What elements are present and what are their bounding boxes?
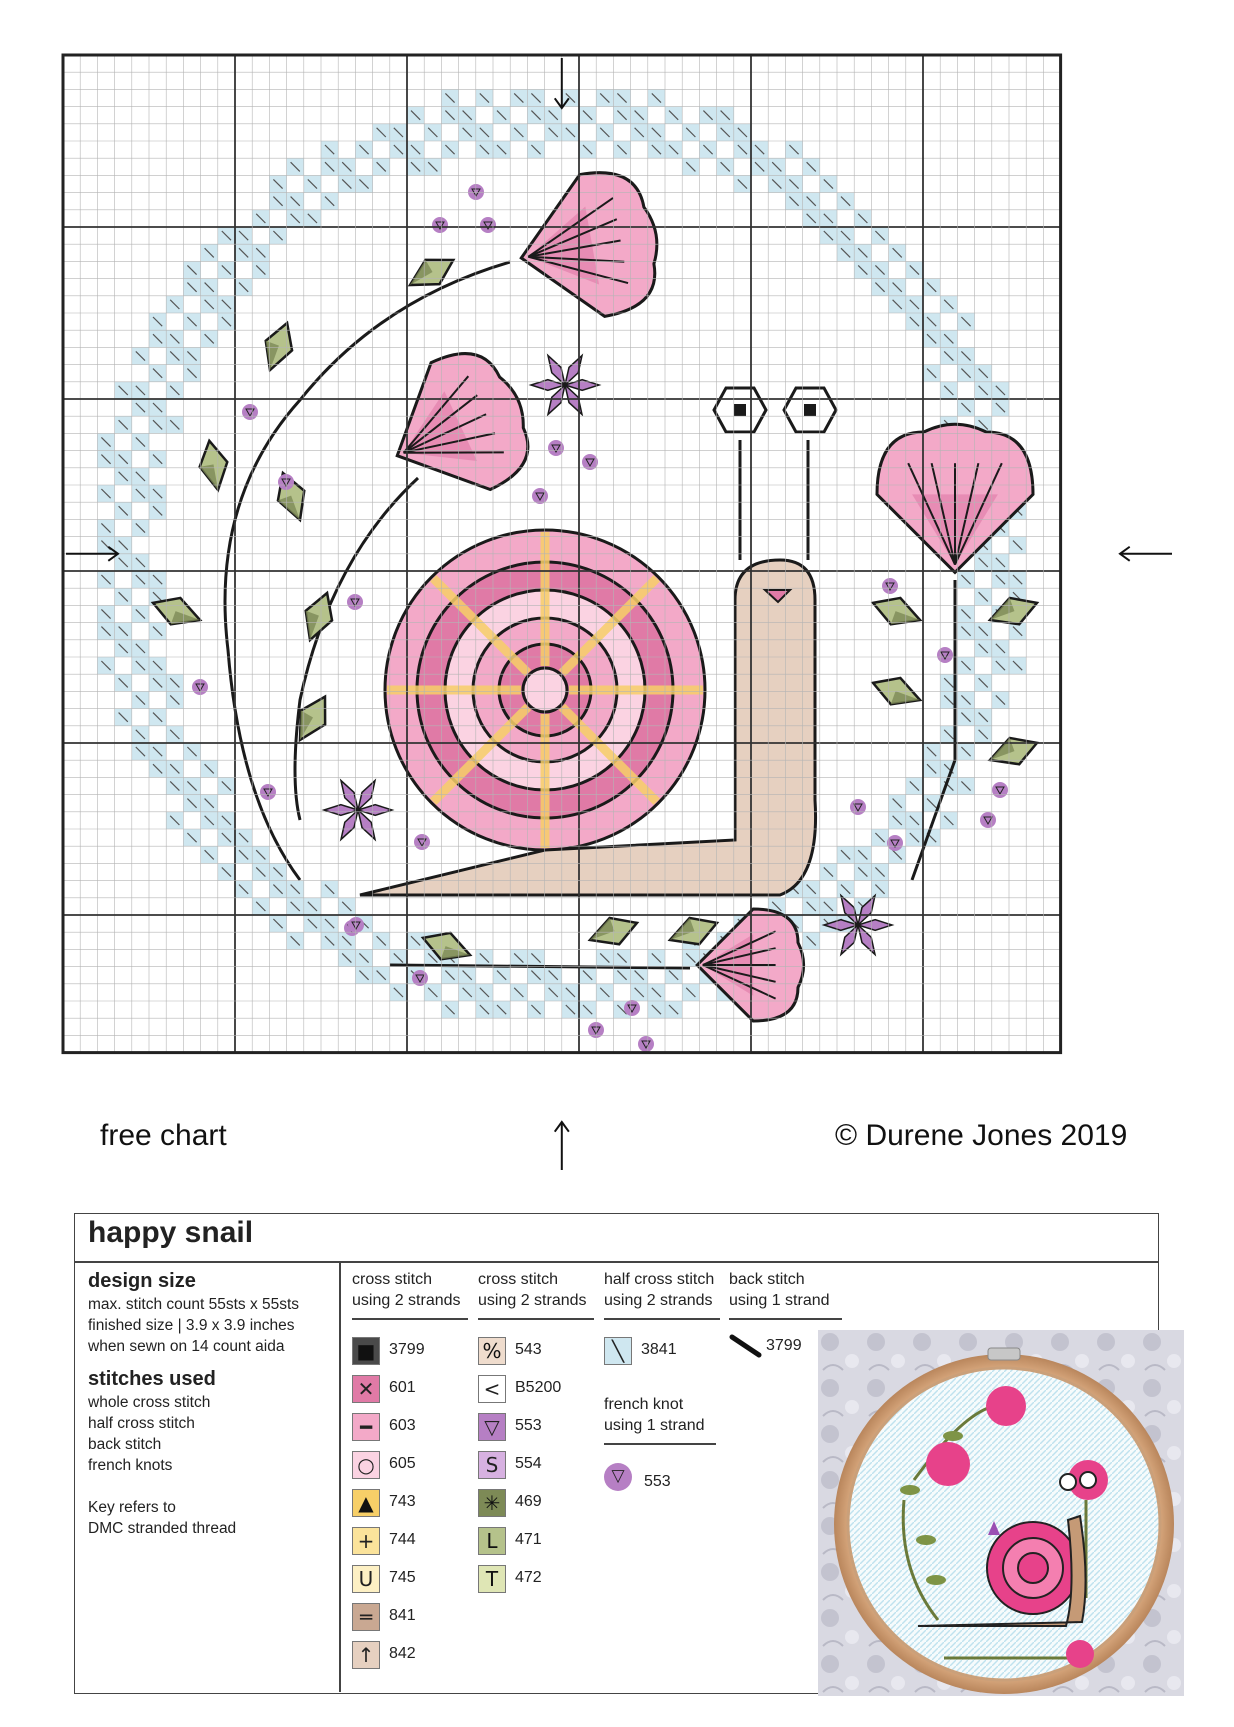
column-heading: half cross stitch	[604, 1271, 715, 1288]
swatch-743-icon: ▲	[352, 1489, 380, 1517]
column-heading-rule	[604, 1318, 720, 1320]
swatch-841-icon: ═	[352, 1603, 380, 1631]
french-knot-icon	[432, 217, 448, 233]
swatch-3799-icon: ■	[352, 1337, 380, 1365]
stitch-type: french knots	[88, 1457, 173, 1474]
swatch-601-icon: ✕	[352, 1375, 380, 1403]
thread-code: 553	[515, 1417, 542, 1434]
swatch-471-icon: L	[478, 1527, 506, 1555]
thread-code: B5200	[515, 1379, 562, 1396]
thread-code: 471	[515, 1531, 542, 1548]
column-subheading: using 1 strand	[604, 1417, 705, 1434]
swatch-842-icon: ↑	[352, 1641, 380, 1669]
column-heading-rule	[352, 1318, 468, 1320]
french-knot-icon	[980, 812, 996, 828]
thread-code: 601	[389, 1379, 416, 1396]
column-heading: using 1 strand	[729, 1292, 830, 1309]
back-stitch-3799-icon	[729, 1333, 763, 1361]
swatch-745-icon: U	[352, 1565, 380, 1593]
french-knot-icon	[850, 799, 866, 815]
thread-code: 842	[389, 1645, 416, 1662]
thread-code: 841	[389, 1607, 416, 1624]
arrow-left-icon	[1120, 547, 1172, 561]
dmc-note: DMC stranded thread	[88, 1520, 237, 1537]
swatch-472-icon: T	[478, 1565, 506, 1593]
thread-code: 554	[515, 1455, 542, 1472]
swatch-553-icon: ▽	[478, 1413, 506, 1441]
column-divider	[339, 1262, 341, 1692]
design-size-line: max. stitch count 55sts x 55sts	[88, 1296, 300, 1313]
thread-code: 3841	[641, 1341, 677, 1358]
copyright-label: © Durene Jones 2019	[835, 1119, 1128, 1152]
thread-code: 543	[515, 1341, 542, 1358]
stitch-type: half cross stitch	[88, 1415, 195, 1432]
pattern-title: happy snail	[88, 1216, 254, 1249]
thread-code: 3799	[766, 1337, 802, 1354]
french-knot-icon	[192, 679, 208, 695]
title-divider	[74, 1261, 1159, 1263]
column-heading: cross stitch	[478, 1271, 559, 1288]
thread-code: 472	[515, 1569, 542, 1586]
french-knot-icon	[638, 1036, 654, 1052]
french-knot-icon	[242, 404, 258, 420]
swatch-b5200-icon: <	[478, 1375, 506, 1403]
french-knot-icon	[532, 488, 548, 504]
french-knot-icon	[887, 835, 903, 851]
thread-code: 553	[644, 1473, 671, 1490]
swatch-3841-icon: ╲	[604, 1337, 632, 1365]
column-heading: using 2 strands	[604, 1292, 713, 1309]
french-knot-icon	[624, 1000, 640, 1016]
column-subheading: french knot	[604, 1396, 684, 1413]
french-knot-icon	[347, 594, 363, 610]
design-size-line: finished size | 3.9 x 3.9 inches	[88, 1317, 295, 1334]
french-knot-icon	[348, 917, 364, 933]
french-knot-icon	[937, 647, 953, 663]
column-heading: back stitch	[729, 1271, 805, 1288]
column-heading-rule	[729, 1318, 842, 1320]
column-heading-rule	[478, 1318, 594, 1320]
thread-code: 605	[389, 1455, 416, 1472]
stitches-used-heading: stitches used	[88, 1368, 216, 1390]
swatch-554-icon: S	[478, 1451, 506, 1479]
french-knot-icon	[882, 578, 898, 594]
thread-code: 603	[389, 1417, 416, 1434]
arrow-up-icon	[555, 1122, 569, 1170]
swatch-605-icon: ○	[352, 1451, 380, 1479]
stitch-type: back stitch	[88, 1436, 162, 1453]
thread-code: 469	[515, 1493, 542, 1510]
french-knot-icon	[414, 834, 430, 850]
stitch-type: whole cross stitch	[88, 1394, 211, 1411]
free-chart-label: free chart	[100, 1119, 227, 1152]
column-heading: cross stitch	[352, 1271, 433, 1288]
thread-code: 745	[389, 1569, 416, 1586]
column-heading-rule	[604, 1443, 716, 1445]
column-heading: using 2 strands	[352, 1292, 461, 1309]
design-size-line: when sewn on 14 count aida	[88, 1338, 285, 1355]
thread-code: 744	[389, 1531, 416, 1548]
finished-hoop-photo	[818, 1330, 1184, 1696]
swatch-543-icon: %	[478, 1337, 506, 1365]
french-knot-icon	[260, 784, 276, 800]
column-heading: using 2 strands	[478, 1292, 587, 1309]
french-knot-icon	[480, 217, 496, 233]
french-knot-553-icon: ▽	[604, 1463, 632, 1491]
thread-code: 743	[389, 1493, 416, 1510]
dmc-note: Key refers to	[88, 1499, 176, 1516]
swatch-744-icon: +	[352, 1527, 380, 1555]
french-knot-icon	[992, 782, 1008, 798]
thread-code: 3799	[389, 1341, 425, 1358]
design-size-heading: design size	[88, 1270, 196, 1292]
french-knot-icon	[278, 474, 294, 490]
snail-shell	[385, 530, 705, 850]
swatch-603-icon: ━	[352, 1413, 380, 1441]
swatch-469-icon: ✳	[478, 1489, 506, 1517]
